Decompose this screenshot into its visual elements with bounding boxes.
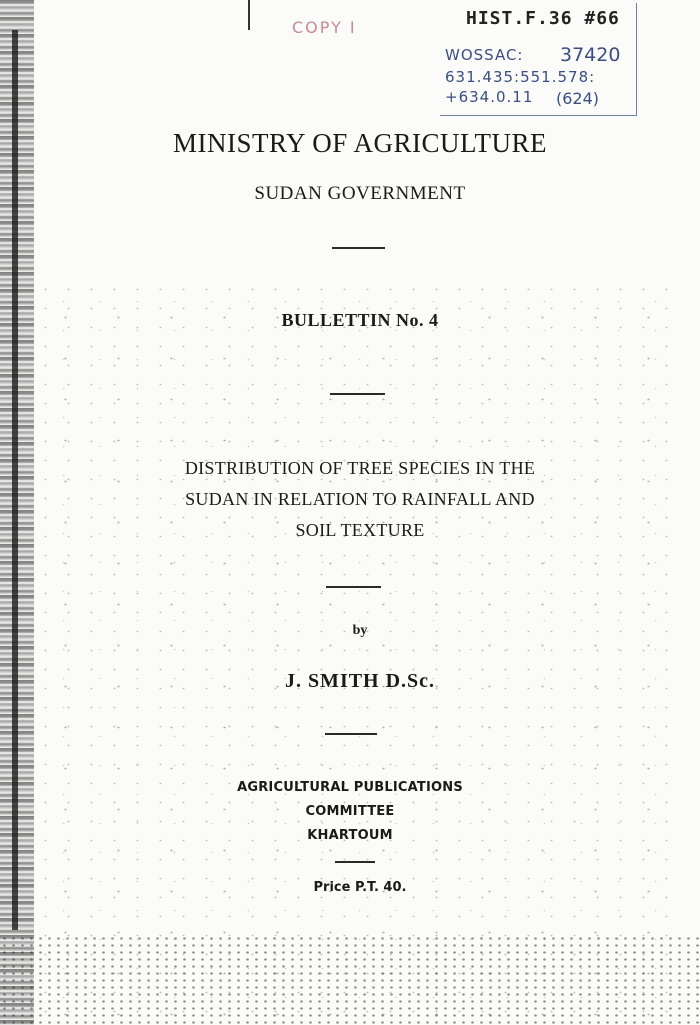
archive-stamp-header: HIST.F.36 #66 [466, 8, 620, 29]
author-name: J. SMITH D.Sc. [284, 670, 436, 692]
scan-noise [34, 280, 684, 1025]
title-line: SUDAN IN RELATION TO RAINFALL AND [185, 489, 535, 509]
archive-stamp-number: 37420 [560, 44, 621, 66]
price-label: Price P.T. 40. [313, 880, 407, 895]
title-line: SOIL TEXTURE [295, 520, 425, 540]
divider-rule [325, 733, 377, 735]
divider-rule [330, 393, 385, 395]
title-line: DISTRIBUTION OF TREE SPECIES IN THE [184, 458, 536, 478]
archive-stamp-code: (624) [556, 89, 600, 108]
divider-rule [335, 861, 375, 863]
pencil-mark [248, 0, 250, 30]
divider-rule [326, 586, 381, 588]
ministry-heading: MINISTRY OF AGRICULTURE [172, 128, 548, 158]
publisher-line: COMMITTEE [305, 804, 395, 819]
scan-noise-bottom [0, 935, 700, 1025]
bulletin-number: BULLETTIN No. 4 [281, 310, 439, 330]
by-label: by [352, 623, 368, 638]
copy-stamp: COPY I [292, 18, 357, 37]
archive-stamp-line-1: WOSSAC: [445, 46, 524, 64]
publisher-block [0, 776, 700, 848]
government-heading: SUDAN GOVERNMENT [254, 183, 466, 204]
document-title [0, 453, 700, 546]
divider-rule [332, 247, 385, 249]
publisher-line: KHARTOUM [307, 828, 393, 843]
publisher-line: AGRICULTURAL PUBLICATIONS [237, 780, 463, 795]
archive-stamp-line-3: +634.0.11 [445, 88, 534, 106]
archive-stamp-line-2: 631.435:551.578: [445, 68, 596, 86]
